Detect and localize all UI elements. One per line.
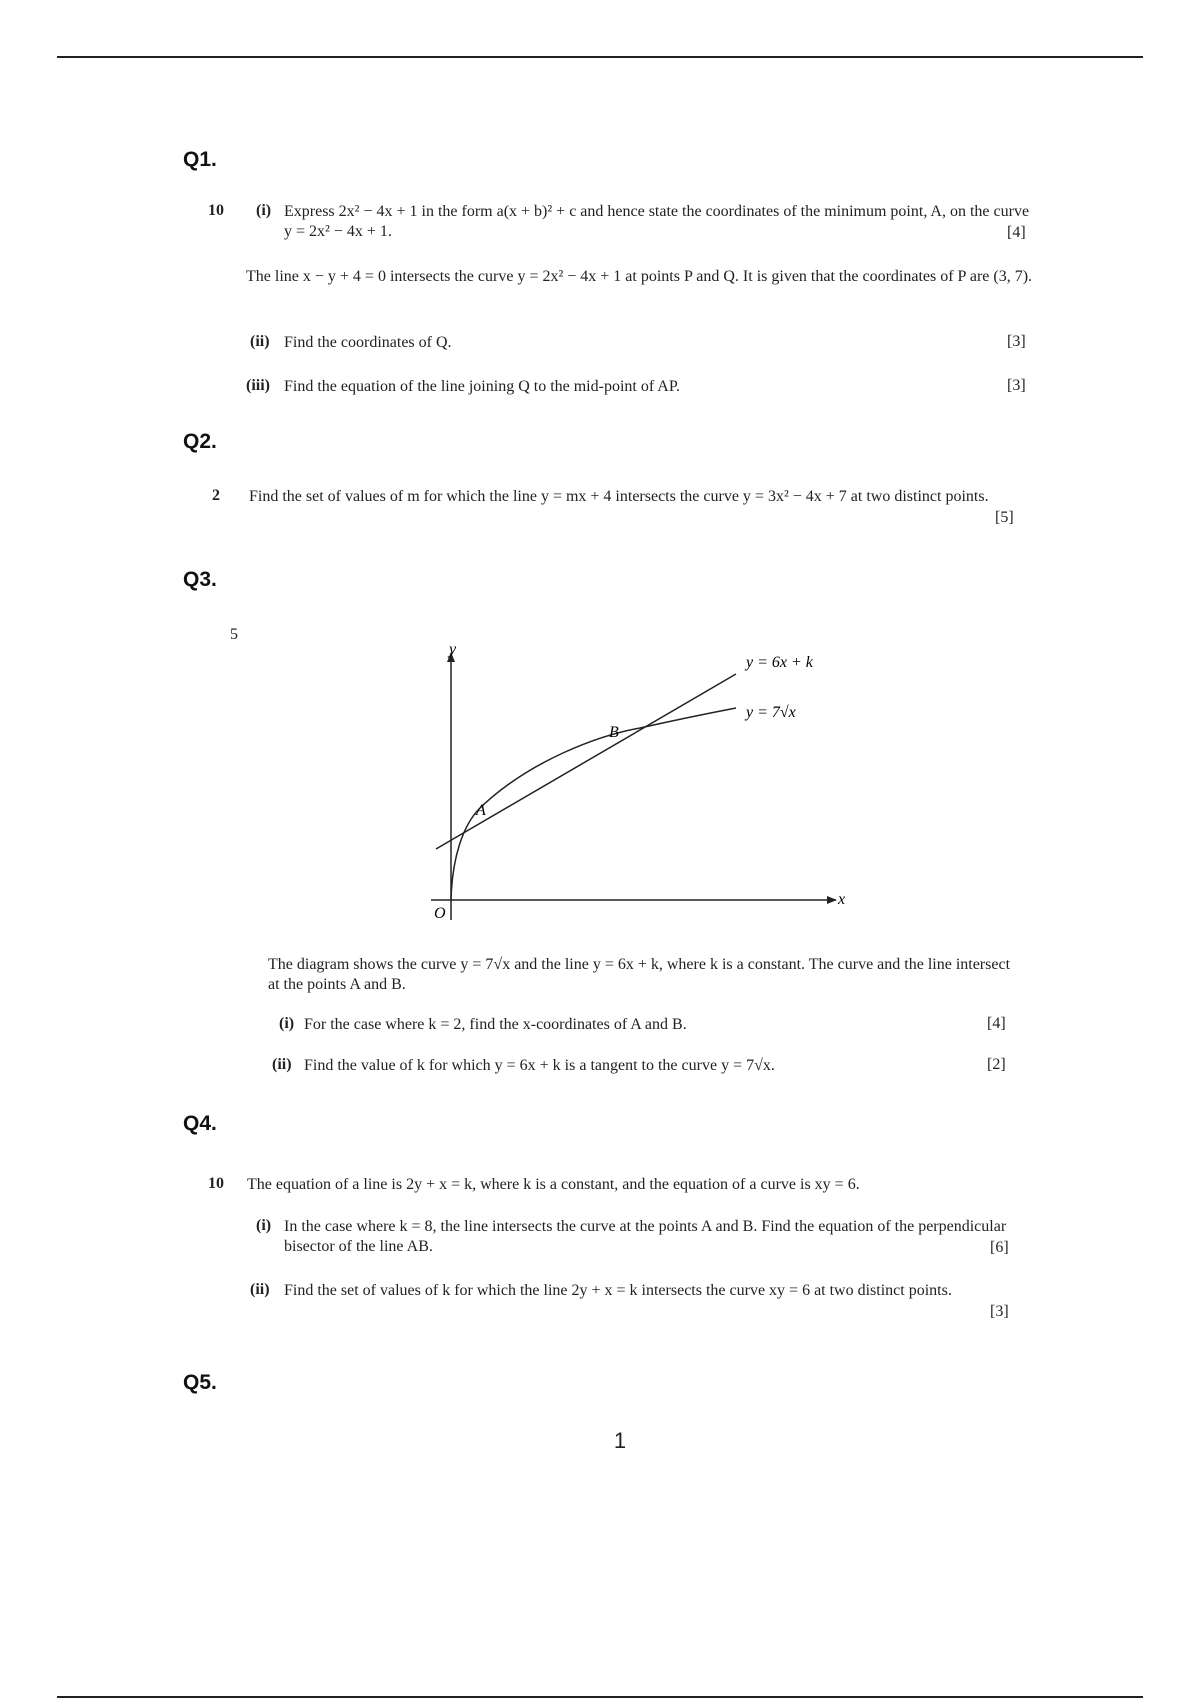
q1-heading: Q1.: [183, 148, 217, 171]
q3-part-ii-label: (ii): [272, 1056, 292, 1073]
q3-stem: The diagram shows the curve y = 7√x and the line y = 6x + k, where k is a constant. The curve and the line intersect at the points A and B.: [268, 956, 1011, 993]
q4-part-ii-marks: [3]: [990, 1303, 1009, 1320]
q4-stem: The equation of a line is 2y + x = k, where k is a constant, and the equation of a curve is xy = 6.: [247, 1176, 860, 1193]
q4-part-i-marks: [6]: [990, 1239, 1009, 1256]
q1-part-iii-marks: [3]: [1007, 377, 1026, 394]
q1-number: 10: [208, 202, 224, 219]
q4-part-ii-text: Find the set of values of k for which the line 2y + x = k intersects the curve xy = 6 at two distinct points.: [284, 1282, 952, 1299]
curve-label: y = 7√x: [746, 704, 796, 721]
q1-part-i-text: Express 2x² − 4x + 1 in the form a(x + b)² + c and hence state the coordinates of the minimum point, A, on the curve y = 2x² − 4x + 1.: [284, 203, 1030, 240]
y-axis-label: y: [449, 641, 457, 658]
q2-number: 2: [212, 487, 220, 504]
q4-part-ii-label: (ii): [250, 1281, 270, 1298]
q4-part-i-label: (i): [256, 1217, 272, 1234]
origin-label: O: [434, 905, 446, 922]
q5-heading: Q5.: [183, 1371, 217, 1394]
q1-part-ii-marks: [3]: [1007, 333, 1026, 350]
q1-part-ii-label: (ii): [250, 333, 270, 350]
q4-number: 10: [208, 1175, 224, 1192]
q1-part-i-marks: [4]: [1007, 224, 1026, 241]
q3-part-ii-text: Find the value of k for which y = 6x + k is a tangent to the curve y = 7√x.: [304, 1057, 775, 1074]
q3-part-i-label: (i): [279, 1015, 295, 1032]
q3-number: 5: [230, 626, 238, 643]
q1-part-iii-text: Find the equation of the line joining Q to the mid-point of AP.: [284, 378, 680, 395]
curve-y-7-root-x: [451, 708, 736, 900]
q4-part-i-text: In the case where k = 8, the line intersects the curve at the points A and B. Find the equation of the perpendicular bisector of the line AB.: [284, 1218, 1007, 1255]
q2-marks: [5]: [995, 509, 1014, 526]
q3-part-i-marks: [4]: [987, 1015, 1006, 1032]
q2-heading: Q2.: [183, 430, 217, 453]
point-a-label: A: [476, 802, 486, 819]
q3-heading: Q3.: [183, 568, 217, 591]
q1-part-i-label: (i): [256, 202, 272, 219]
point-b-label: B: [609, 724, 619, 741]
q2-text: Find the set of values of m for which the line y = mx + 4 intersects the curve y = 3x² − 4x + 7 at two distinct points.: [249, 488, 989, 505]
q4-heading: Q4.: [183, 1112, 217, 1135]
q1-part-iii-label: (iii): [246, 377, 270, 394]
q1-stem: The line x − y + 4 = 0 intersects the curve y = 2x² − 4x + 1 at points P and Q. It is given that the coordinates of P are (3, 7).: [246, 268, 1033, 285]
line-y-6x-plus-k: [436, 674, 736, 849]
line-label: y = 6x + k: [746, 654, 813, 671]
x-axis-label: x: [838, 891, 846, 908]
q3-part-i-text: For the case where k = 2, find the x-coordinates of A and B.: [304, 1016, 687, 1033]
bottom-rule: [57, 1696, 1143, 1698]
page-number: 1: [613, 1428, 627, 1453]
q1-part-ii-text: Find the coordinates of Q.: [284, 334, 452, 351]
q3-part-ii-marks: [2]: [987, 1056, 1006, 1073]
